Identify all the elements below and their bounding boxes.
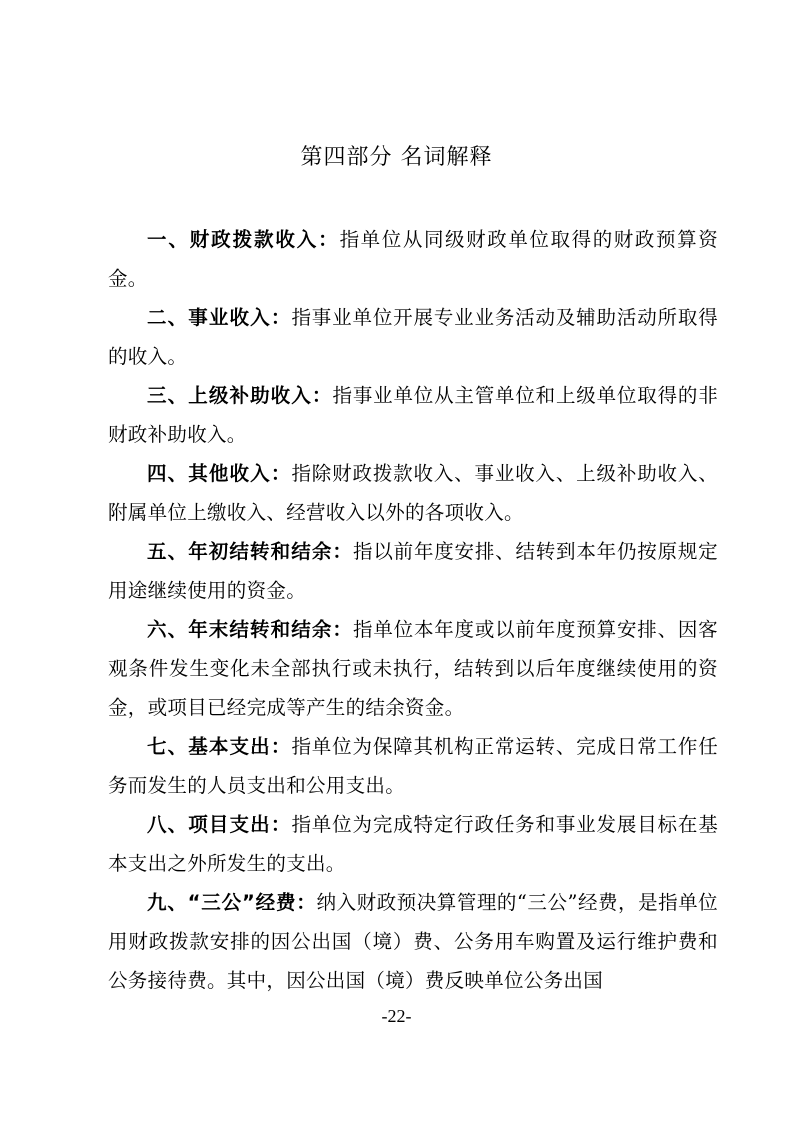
term-label: 九、“三公”经费：: [147, 891, 317, 914]
term-paragraph-3: [108, 376, 718, 454]
term-label: 一、财政拨款收入：: [147, 228, 340, 251]
term-definition: 指单位为完成特定行政任务和事业发展目标在基本支出之外所发生的支出。: [108, 813, 718, 875]
term-label: 二、事业收入：: [147, 306, 292, 329]
page-title: 第四部分 名词解释: [300, 145, 493, 170]
term-definition: 指以前年度安排、结转到本年仍按原规定用途继续使用的资金。: [108, 540, 718, 602]
term-definition: 纳入财政预决算管理的“三公”经费，是指单位用财政拨款安排的因公出国（境）费、公务用车购置及运行维护费和公务接待费。其中，因公出国（境）费反映单位公务出国: [108, 891, 718, 992]
term-label: 七、基本支出：: [147, 735, 292, 758]
document-body: [108, 220, 718, 1000]
term-paragraph-7: [108, 727, 718, 805]
term-paragraph-9: [108, 883, 718, 1000]
term-label: 四、其他收入：: [147, 462, 292, 485]
term-label: 八、项目支出：: [147, 813, 292, 836]
term-paragraph-2: [108, 298, 718, 376]
term-definition: 指单位为保障其机构正常运转、完成日常工作任务而发生的人员支出和公用支出。: [108, 735, 718, 797]
term-paragraph-4: [108, 454, 718, 532]
term-paragraph-5: [108, 532, 718, 610]
term-label: 五、年初结转和结余：: [147, 540, 354, 563]
term-definition: 指单位本年度或以前年度预算安排、因客观条件发生变化未全部执行或未执行，结转到以后年度继续使用的资金，或项目已经完成等产生的结余资金。: [108, 618, 718, 719]
term-label: 三、上级补助收入：: [147, 384, 333, 407]
term-definition: 指除财政拨款收入、事业收入、上级补助收入、附属单位上缴收入、经营收入以外的各项收入。: [108, 462, 718, 524]
term-paragraph-6: [108, 610, 718, 727]
term-definition: 指单位从同级财政单位取得的财政预算资金。: [108, 228, 718, 290]
term-paragraph-8: [108, 805, 718, 883]
term-label: 六、年末结转和结余：: [147, 618, 354, 641]
term-definition: 指事业单位开展专业业务活动及辅助活动所取得的收入。: [108, 306, 718, 368]
term-paragraph-1: [108, 220, 718, 298]
term-definition: 指事业单位从主管单位和上级单位取得的非财政补助收入。: [108, 384, 718, 446]
page-number: -22-: [381, 1006, 412, 1026]
